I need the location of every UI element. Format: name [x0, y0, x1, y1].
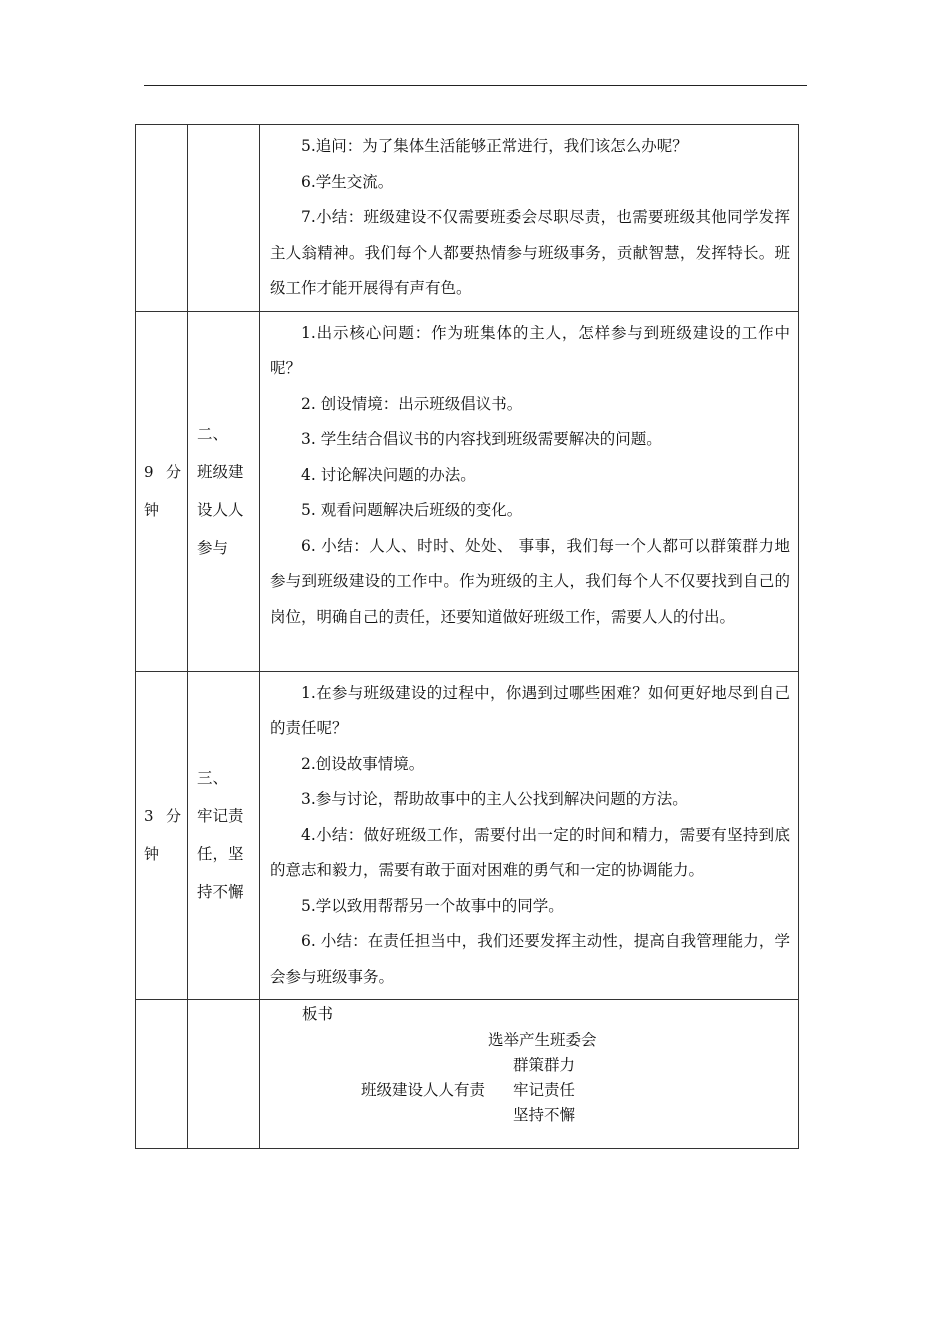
stage-text: 三、 [197, 769, 229, 788]
board-branch: 选举产生班委会 [488, 1031, 597, 1049]
board-branch: 坚持不懈 [513, 1106, 576, 1124]
step-text: 6.学生交流。 [301, 172, 394, 191]
stage-text: 任，坚 [197, 845, 244, 864]
step-text: 5.学以致用帮帮另一个故事中的同学。 [301, 896, 564, 915]
time-cell [136, 125, 188, 312]
stage-cell [188, 1000, 260, 1149]
board-cell [260, 1000, 799, 1149]
stage-cell [188, 125, 260, 312]
step-text: 7.小结：班级建设不仅需要班委会尽职尽责，也需要班级其他同学发挥主人翁精神。我们每个人都要热情参与班级事务，贡献智慧，发挥特长。班级工作才能开展得有声有色。 [270, 208, 790, 297]
stage-text: 班级建 [197, 463, 244, 481]
time-cell [136, 671, 188, 1000]
table-row [136, 125, 799, 312]
content-cell [260, 125, 799, 312]
step-text: 1.在参与班级建设的过程中，你遇到过哪些困难？如何更好地尽到自己的责任呢？ [270, 683, 790, 737]
stage-cell [188, 671, 260, 1000]
stage-text: 持不懈 [197, 883, 244, 902]
step-text: 3. 学生结合倡议书的内容找到班级需要解决的问题。 [301, 430, 662, 448]
time-text: 钟 [144, 501, 160, 519]
stage-text: 参与 [197, 539, 229, 557]
step-text: 3.参与讨论，帮助故事中的主人公找到解决问题的方法。 [301, 790, 688, 808]
lesson-plan-table [135, 124, 799, 1149]
board-branch: 群策群力 [513, 1056, 576, 1074]
step-text: 4.小结：做好班级工作，需要付出一定的时间和精力，需要有坚持到底的意志和毅力，需要有敢于面对困难的勇气和一定的协调能力。 [270, 825, 790, 879]
content-cell [260, 311, 799, 671]
time-text: 3 分 [144, 807, 181, 826]
step-text: 6. 小结：在责任担当中，我们还要发挥主动性，提高自我管理能力，学会参与班级事务。 [270, 932, 790, 986]
step-text: 5.追问：为了集体生活能够正常进行，我们该怎么办呢？ [301, 137, 688, 155]
table-row [136, 671, 799, 1000]
table-row [136, 311, 799, 671]
step-text: 1.出示核心问题：作为班集体的主人，怎样参与到班级建设的工作中呢？ [270, 323, 790, 377]
time-cell [136, 1000, 188, 1149]
content-cell [260, 671, 799, 1000]
step-text: 2.创设故事情境。 [301, 754, 425, 773]
stage-text: 设人人 [197, 501, 244, 519]
step-text: 4. 讨论解决问题的办法。 [301, 465, 476, 484]
blackboard-outline [260, 1000, 798, 1148]
header-rule [144, 85, 807, 86]
step-text: 2. 创设情境：出示班级倡议书。 [301, 394, 523, 413]
board-main-title: 班级建设人人有责 [361, 1081, 486, 1099]
stage-text: 二、 [197, 425, 229, 443]
time-text: 钟 [144, 845, 160, 864]
step-text: 5. 观看问题解决后班级的变化。 [301, 501, 523, 519]
board-branch: 牢记责任 [513, 1081, 576, 1099]
stage-cell [188, 311, 260, 671]
time-text: 9 分 [144, 463, 181, 481]
board-label: 板书 [302, 1005, 334, 1023]
step-text: 6. 小结：人人、时时、处处、 事事，我们每一个人都可以群策群力地参与到班级建设的工作中。作为班级的主人，我们每个人不仅要找到自己的岗位，明确自己的责任，还要知道做好班级工作，需要人人的付出。 [270, 536, 790, 626]
time-cell [136, 311, 188, 671]
table-row [136, 1000, 799, 1149]
stage-text: 牢记责 [197, 807, 244, 826]
